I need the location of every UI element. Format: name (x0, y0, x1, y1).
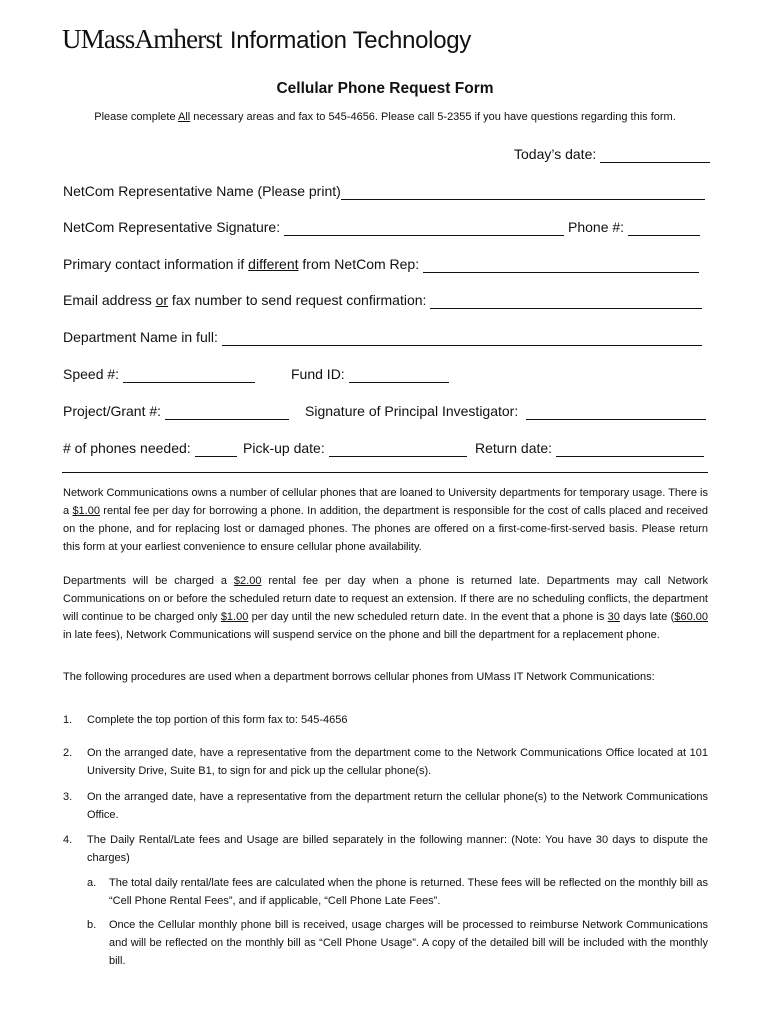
list-item-text: Once the Cellular monthly phone bill is received, usage charges will be processed to reimburse Network Communications and will be reflected on the monthly bill as “Cell Phone Usage”. A copy of the detailed bill will be included with the monthly bill. (109, 919, 708, 967)
todays-date-input[interactable] (600, 148, 710, 163)
unit-name: Information Technology (229, 27, 472, 54)
project-grant-field (63, 403, 289, 420)
list-item-number: 4. (63, 834, 73, 846)
email-fax-label: Email address or fax number to send request confirmation: (63, 292, 427, 308)
return-date-field (475, 440, 704, 457)
phone-input[interactable] (628, 221, 700, 236)
brand-logo-text: UMassAmherst (62, 24, 222, 54)
pickup-date-field (243, 440, 467, 457)
list-item-text: The total daily rental/late fees are calculated when the phone is returned. These fees will be reflected on the monthly bill as “Cell Phone Rental Fees”, and if applicable, “Cell Phone Late Fees”. (109, 877, 708, 907)
email-fax-input[interactable] (430, 294, 702, 309)
rep-signature-input[interactable] (284, 221, 564, 236)
paragraph-procedures-intro: The following procedures are used when a department borrows cellular phones from UMass IT Network Communications: (63, 671, 655, 683)
return-date-input[interactable] (556, 442, 704, 457)
fund-id-label: Fund ID: (291, 366, 345, 382)
department-field (63, 329, 702, 346)
return-date-label: Return date: (475, 440, 553, 456)
list-item-number: 3. (63, 791, 73, 803)
list-item-letter: a. (87, 877, 97, 889)
speed-input[interactable] (123, 368, 255, 383)
rep-name-field (63, 183, 705, 200)
rep-signature-label: NetCom Representative Signature: (63, 219, 281, 235)
department-input[interactable] (222, 331, 702, 346)
paragraph-late-fees: Departments will be charged a $2.00 rental fee per day when a phone is returned late. Departments may call Network Communications on or before the scheduled return date to request an extension. If there are no scheduling conflicts, the department will continue to be charged only $1.00 per day until the new scheduled return date. In the event that a phone is 30 days late ($60.00 in late fees), Network Communications will suspend service on the phone and bill the department for a replacement phone. (63, 575, 708, 641)
project-grant-input[interactable] (165, 405, 289, 420)
phone-field (568, 219, 700, 236)
todays-date-field (514, 146, 710, 163)
primary-contact-field (63, 256, 699, 273)
phones-needed-input[interactable] (195, 442, 237, 457)
rep-signature-field (63, 219, 564, 236)
phones-needed-field (63, 440, 237, 457)
speed-field (63, 366, 255, 383)
phone-label: Phone #: (568, 219, 625, 235)
department-label: Department Name in full: (63, 329, 218, 345)
fund-id-input[interactable] (349, 368, 449, 383)
pi-signature-label: Signature of Principal Investigator: (305, 403, 519, 419)
list-item-text: On the arranged date, have a representative from the department return the cellular phone(s) to the Network Communications Office. (87, 791, 708, 821)
pickup-date-label: Pick-up date: (243, 440, 325, 456)
project-grant-label: Project/Grant #: (63, 403, 162, 419)
speed-label: Speed #: (63, 366, 120, 382)
rep-name-input[interactable] (341, 185, 705, 200)
fund-id-field (291, 366, 449, 383)
pi-signature-input[interactable] (526, 405, 706, 420)
list-item-number: 2. (63, 747, 73, 759)
list-item-text: The Daily Rental/Late fees and Usage are billed separately in the following manner: (Note: You have 30 days to dispute the charges) (87, 834, 708, 864)
section-divider (62, 472, 708, 473)
email-fax-field (63, 292, 702, 309)
phones-needed-label: # of phones needed: (63, 440, 191, 456)
list-item-text: On the arranged date, have a representative from the department come to the Network Communications Office located at 101 University Drive, Suite B1, to sign for and pick up the cellular phone(s). (87, 747, 708, 777)
list-item-text: Complete the top portion of this form fax to: 545-4656 (87, 714, 348, 726)
primary-contact-input[interactable] (423, 258, 699, 273)
list-item-number: 1. (63, 714, 73, 726)
rep-name-label: NetCom Representative Name (Please print) (63, 183, 341, 199)
brand-header (62, 24, 471, 55)
primary-contact-label: Primary contact information if different from NetCom Rep: (63, 256, 420, 272)
list-item-letter: b. (87, 919, 97, 931)
pi-signature-field (305, 403, 706, 420)
paragraph-rental-info: Network Communications owns a number of cellular phones that are loaned to University departments for temporary usage. There is a $1.00 rental fee per day for borrowing a phone. In addition, the department is responsible for the cost of calls placed and received on the phone, and for replacing lost or damaged phones. The phones are offered on a first-come-first-served basis. Please return this form at your earliest convenience to ensure cellular phone availability. (63, 487, 708, 553)
form-title: Cellular Phone Request Form (276, 80, 494, 97)
todays-date-label: Today’s date: (514, 146, 597, 162)
form-instructions: Please complete All necessary areas and fax to 545-4656. Please call 5-2355 if you have questions regarding this form. (94, 111, 676, 123)
pickup-date-input[interactable] (329, 442, 467, 457)
